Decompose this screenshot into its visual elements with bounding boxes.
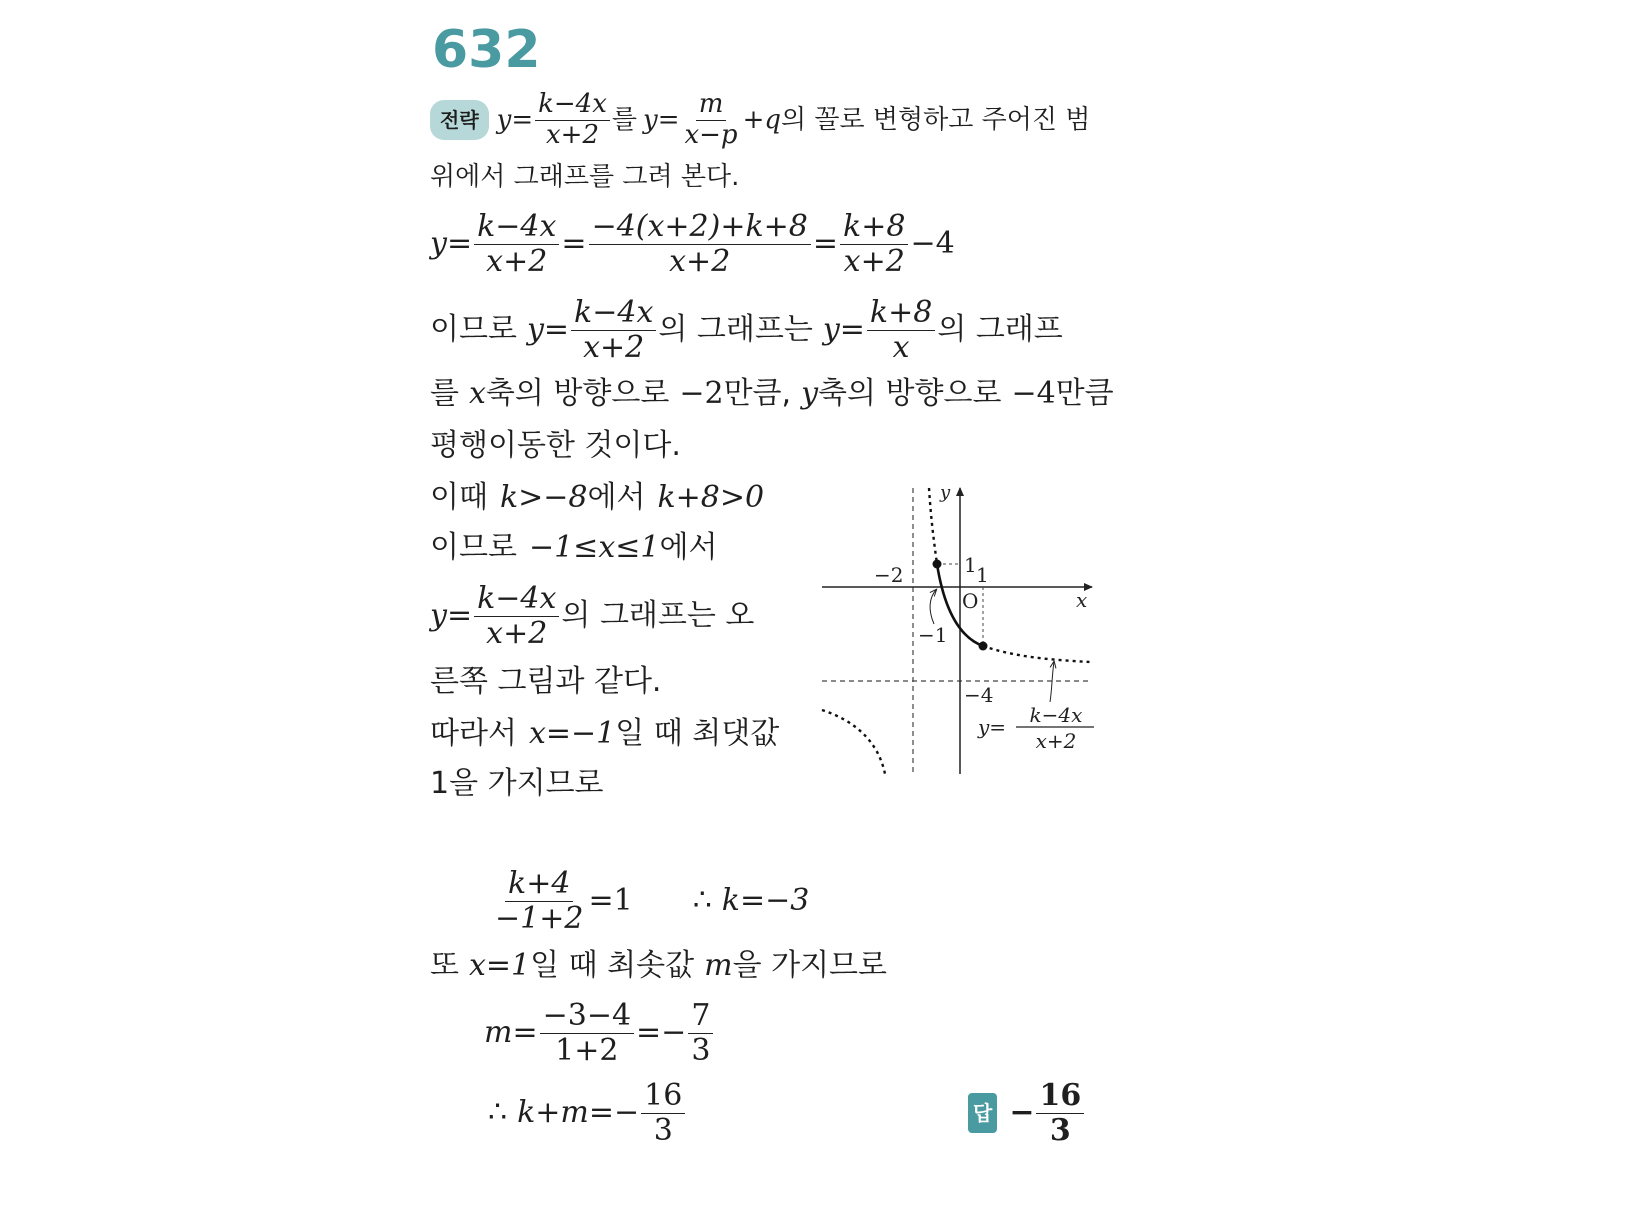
- equation-1: [430, 206, 955, 282]
- fraction-denominator: x+2: [583, 329, 645, 365]
- line6-pre: 이때: [430, 480, 488, 515]
- eq1-fraction-b: [589, 211, 811, 277]
- line8-fraction: [474, 583, 559, 649]
- eq1-equals-2: =: [812, 226, 839, 261]
- curve-dotted-right: [983, 646, 1090, 662]
- line4-t4: 축의 방향으로: [818, 376, 1002, 411]
- line10-pre: 따라서: [430, 716, 517, 751]
- eq3-result-fraction: [688, 1000, 713, 1066]
- line10-tail: 일 때 최댓값: [615, 716, 780, 751]
- fraction-denominator: x+2: [486, 243, 548, 279]
- line7-pre: 이므로: [430, 530, 517, 565]
- line6-b: k+8>0: [657, 480, 765, 515]
- fraction-numerator: −3−4: [540, 1000, 634, 1034]
- graph: [818, 480, 1098, 780]
- line4-y: y: [801, 376, 819, 411]
- pointer-arrow-m1: [930, 590, 936, 624]
- strategy-text-tail: 의 꼴로 변형하고 주어진 범: [781, 105, 1091, 135]
- fraction-numerator: k−4x: [535, 91, 610, 120]
- graph-function-denominator: x+2: [1035, 729, 1077, 753]
- text-line-12: [430, 948, 887, 984]
- y-axis-label: y: [940, 482, 951, 503]
- line12-tail: 을 가지므로: [732, 948, 888, 983]
- strategy-y-eq-2: y=: [643, 105, 680, 135]
- fraction-denominator: 3: [653, 1112, 673, 1148]
- fraction-denominator: x+2: [486, 615, 548, 651]
- fraction-denominator: 3: [691, 1032, 711, 1068]
- line3-tail: 의 그래프: [937, 312, 1063, 347]
- answer-sign: −: [1009, 1095, 1035, 1130]
- eq1-equals: =: [561, 226, 587, 261]
- fraction-numerator: k+4: [505, 868, 573, 902]
- text-line-7: [430, 530, 717, 566]
- fraction-numerator: 16: [641, 1080, 685, 1114]
- line3-fraction-a: [571, 297, 656, 363]
- line4-t3: 만큼,: [723, 376, 792, 411]
- line4-v2: −4: [1011, 376, 1056, 411]
- text-line-8: [430, 578, 754, 654]
- fraction-numerator: k−4x: [474, 211, 559, 245]
- curve-dotted-lower: [822, 710, 885, 774]
- text-line-6: [430, 480, 764, 516]
- line3-mid: 의 그래프는: [658, 312, 813, 347]
- line3-fraction-b: [867, 297, 935, 363]
- fraction-denominator: 1+2: [555, 1032, 619, 1068]
- line12-m: m: [704, 948, 733, 983]
- equation-4: [488, 1078, 687, 1148]
- graph-function-y: y=: [978, 715, 1007, 739]
- fraction-numerator: k−4x: [474, 583, 559, 617]
- line4-x: x: [468, 376, 486, 411]
- fraction-numerator: m: [696, 91, 727, 120]
- equation-2: [490, 866, 809, 936]
- line12-a: x=1: [468, 948, 531, 983]
- fraction-numerator: k−4x: [571, 297, 656, 331]
- fraction-denominator: 3: [1049, 1112, 1071, 1148]
- line6-a: k>−8: [499, 480, 588, 515]
- fraction-numerator: −4(x+2)+k+8: [589, 211, 811, 245]
- line4-v1: −2: [679, 376, 724, 411]
- strategy-y-eq: y=: [496, 105, 534, 135]
- label-minus-4: −4: [964, 683, 994, 707]
- fraction-numerator: 7: [688, 1000, 713, 1034]
- fraction-denominator: −1+2: [495, 900, 584, 936]
- line7-tail: 에서: [659, 530, 718, 565]
- eq3-eq: =−: [636, 1015, 687, 1050]
- eq4-therefore: ∴: [488, 1095, 508, 1130]
- strategy-fraction-2: [681, 91, 740, 149]
- line8-y: y=: [430, 598, 473, 633]
- fraction-denominator: x+2: [843, 243, 905, 279]
- equation-3: [484, 998, 715, 1068]
- label-1-top: 1: [964, 553, 977, 577]
- strategy-line-1: [430, 89, 1091, 150]
- eq1-fraction-c: [840, 211, 908, 277]
- graph-function-numerator: k−4x: [1029, 703, 1083, 727]
- answer-fraction: [1036, 1080, 1084, 1146]
- label-1-right: 1: [976, 563, 989, 587]
- eq4-fraction: [641, 1080, 685, 1146]
- line4-t2: 축의 방향으로: [485, 376, 670, 411]
- fraction-numerator: 16: [1036, 1080, 1084, 1114]
- answer: [968, 1078, 1086, 1148]
- eq1-tail: −4: [910, 226, 955, 261]
- line12-pre: 또: [430, 948, 459, 983]
- strategy-fraction-1: [535, 91, 610, 149]
- line12-mid: 일 때 최솟값: [530, 948, 695, 983]
- line4-t1: 를: [430, 376, 459, 411]
- eq1-fraction-a: [474, 211, 559, 277]
- fraction-denominator: x+2: [669, 243, 731, 279]
- line3-pre: 이므로: [430, 312, 517, 347]
- line8-tail: 의 그래프는 오: [561, 598, 755, 633]
- line6-mid: 에서: [587, 480, 646, 515]
- text-line-9: 른쪽 그림과 같다.: [430, 664, 662, 699]
- curve-dotted-upper: [929, 488, 937, 564]
- text-line-4: [430, 376, 1114, 412]
- text-line-11: 1을 가지므로: [430, 766, 604, 801]
- label-minus-1: −1: [918, 623, 948, 647]
- fraction-denominator: x: [892, 329, 910, 365]
- line4-t5: 만큼: [1055, 376, 1114, 411]
- answer-tag: 답: [968, 1093, 997, 1133]
- line3-y-2: y=: [822, 312, 865, 347]
- origin-label: O: [962, 589, 979, 613]
- eq2-fraction: [492, 868, 586, 934]
- pointer-arrow-func: [1050, 662, 1054, 702]
- fraction-denominator: x+2: [546, 119, 599, 150]
- eq3-fraction: [540, 1000, 634, 1066]
- problem-number: 632: [432, 20, 541, 80]
- eq2-therefore: ∴: [692, 883, 712, 918]
- text-line-3: [430, 292, 1063, 368]
- text-line-5: 평행이동한 것이다.: [430, 428, 681, 463]
- text-line-10: [430, 716, 779, 752]
- line7-a: −1≤x≤1: [528, 530, 660, 565]
- strategy-tag: 전략: [430, 100, 489, 140]
- fraction-numerator: k+8: [840, 211, 908, 245]
- strategy-text-mid: 를: [611, 105, 637, 135]
- eq1-y: y=: [430, 226, 473, 261]
- x-axis-label: x: [1076, 588, 1088, 612]
- eq2-result: k=−3: [721, 883, 810, 918]
- label-minus-2: −2: [874, 563, 904, 587]
- eq3-lhs: m=: [484, 1015, 538, 1050]
- line10-a: x=−1: [528, 716, 616, 751]
- line3-y: y=: [526, 312, 570, 347]
- fraction-numerator: k+8: [867, 297, 935, 331]
- eq2-rhs: =1: [588, 883, 633, 918]
- fraction-denominator: x−p: [684, 119, 738, 150]
- endpoint-min: [979, 642, 988, 651]
- strategy-line-2: 위에서 그래프를 그려 본다.: [430, 162, 740, 192]
- eq4-lhs: k+m=−: [517, 1095, 640, 1130]
- strategy-plus-q: +q: [742, 105, 782, 135]
- endpoint-max: [933, 560, 942, 569]
